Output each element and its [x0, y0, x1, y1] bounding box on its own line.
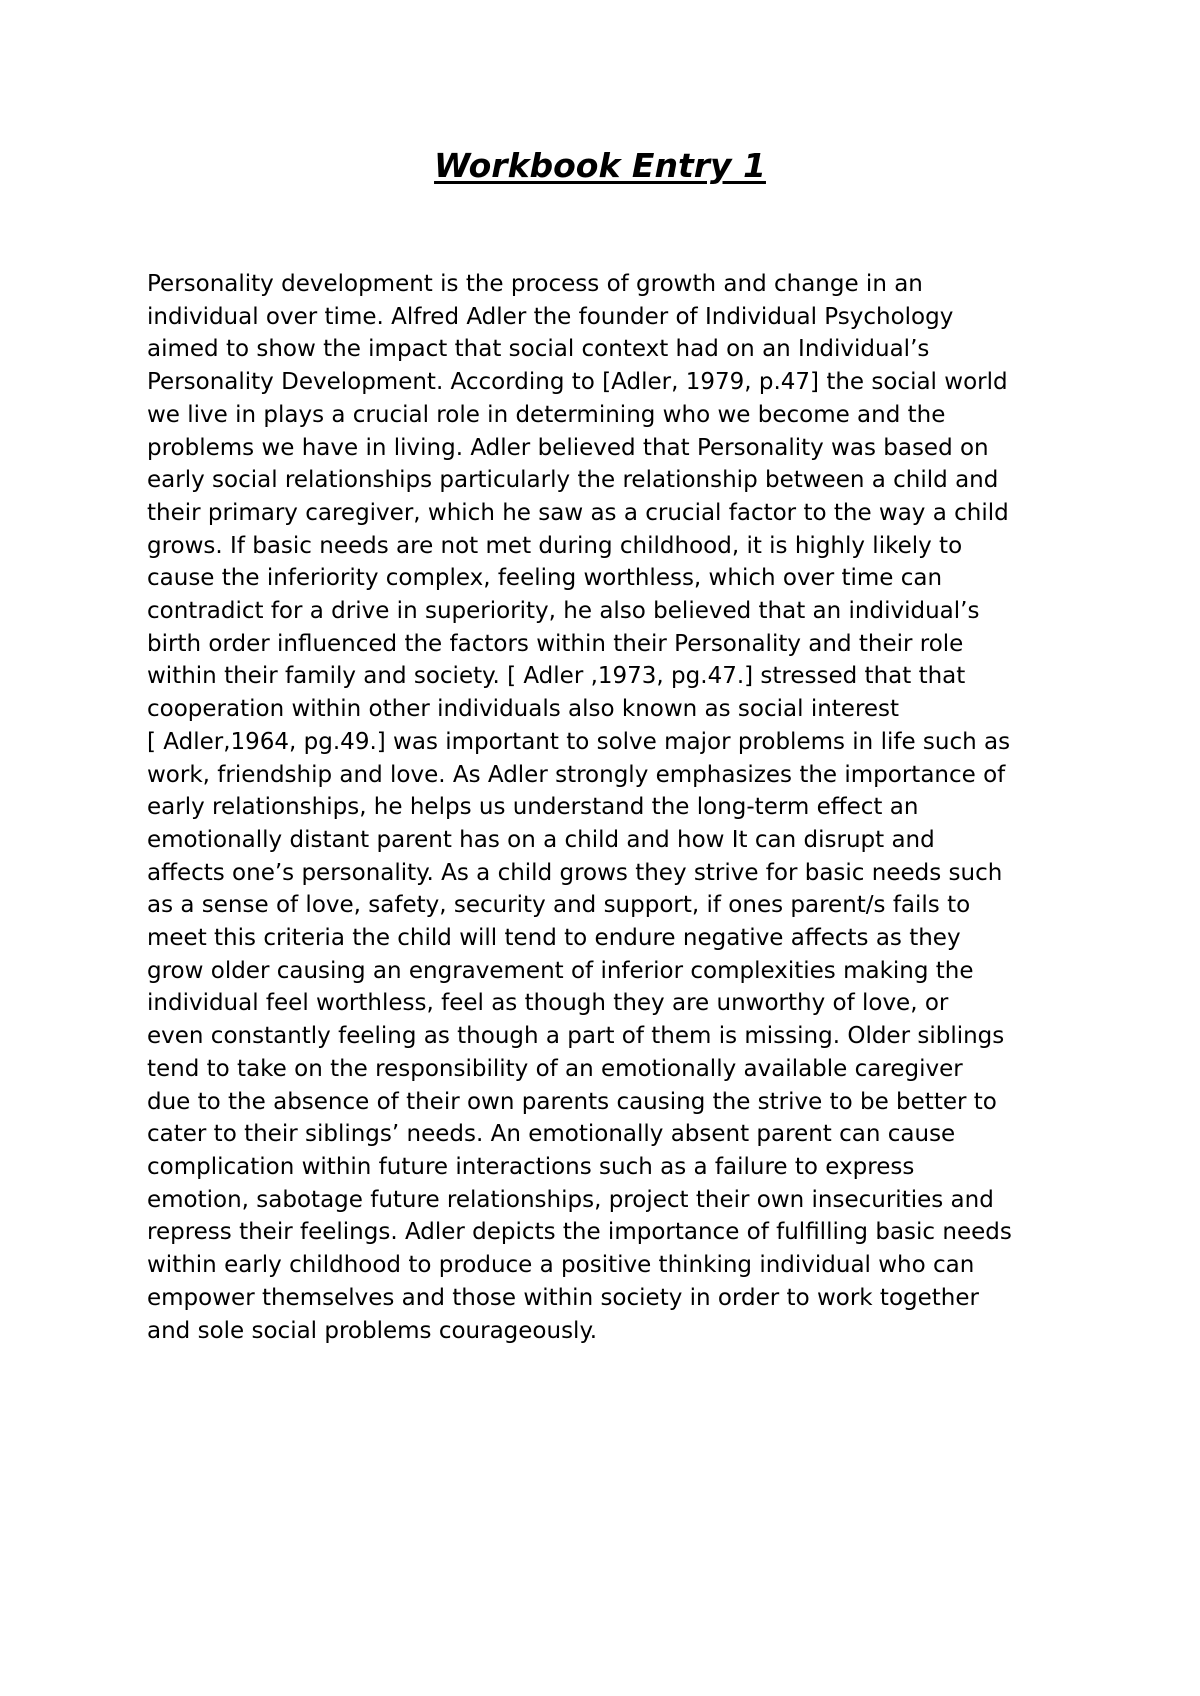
paragraph-line: we live in plays a crucial role in determining who we become and the	[147, 401, 946, 428]
paragraph-line: individual over time. Alfred Adler the founder of Individual Psychology	[147, 303, 954, 330]
paragraph-line: repress their feelings. Adler depicts the importance of fulfilling basic needs	[147, 1219, 1012, 1246]
paragraph-line: and sole social problems courageously.	[147, 1317, 598, 1344]
body-paragraph	[147, 268, 1157, 1347]
paragraph-line: early social relationships particularly the relationship between a child and	[147, 467, 999, 494]
paragraph-line: complication within future interactions such as a failure to express	[147, 1153, 915, 1180]
paragraph-line: early relationships, he helps us understand the long-term effect an	[147, 794, 919, 821]
paragraph-line: problems we have in living. Adler believed that Personality was based on	[147, 434, 989, 461]
paragraph-line: meet this criteria the child will tend to endure negative affects as they	[147, 925, 961, 952]
document-title: Workbook Entry 1	[434, 146, 766, 185]
paragraph-line: Personality Development. According to [Adler, 1979, p.47] the social world	[147, 369, 1008, 396]
paragraph-line: individual feel worthless, feel as though they are unworthy of love, or	[147, 990, 949, 1017]
paragraph-line: [ Adler,1964, pg.49.] was important to solve major problems in life such as	[147, 728, 1011, 755]
paragraph-line: even constantly feeling as though a part of them is missing. Older siblings	[147, 1023, 1005, 1050]
paragraph-line: emotion, sabotage future relationships, project their own insecurities and	[147, 1186, 994, 1213]
paragraph-line: emotionally distant parent has on a child and how It can disrupt and	[147, 826, 935, 853]
paragraph-line: cause the inferiority complex, feeling worthless, which over time can	[147, 565, 943, 592]
paragraph-line: contradict for a drive in superiority, he also believed that an individual’s	[147, 598, 980, 625]
paragraph-line: their primary caregiver, which he saw as a crucial factor to the way a child	[147, 499, 1009, 526]
paragraph-line: affects one’s personality. As a child grows they strive for basic needs such	[147, 859, 1003, 886]
paragraph-line: within early childhood to produce a positive thinking individual who can	[147, 1252, 975, 1279]
paragraph-line: grows. If basic needs are not met during childhood, it is highly likely to	[147, 532, 963, 559]
paragraph-line: grow older causing an engravement of inferior complexities making the	[147, 957, 974, 984]
paragraph-line: due to the absence of their own parents causing the strive to be better to	[147, 1088, 997, 1115]
paragraph-line: Personality development is the process of growth and change in an	[147, 271, 923, 297]
paragraph-line: empower themselves and those within society in order to work together	[147, 1284, 979, 1311]
paragraph-line: birth order influenced the factors within their Personality and their role	[147, 630, 964, 657]
paragraph-line: cater to their siblings’ needs. An emotionally absent parent can cause	[147, 1121, 956, 1148]
paragraph-line: work, friendship and love. As Adler strongly emphasizes the importance of	[147, 761, 1006, 788]
paragraph-line: as a sense of love, safety, security and support, if ones parent/s fails to	[147, 892, 971, 919]
paragraph-line: cooperation within other individuals also known as social interest	[147, 696, 900, 723]
paragraph-line: within their family and society. [ Adler ,1973, pg.47.] stressed that that	[147, 663, 966, 690]
paragraph-line: aimed to show the impact that social context had on an Individual’s	[147, 336, 930, 363]
paragraph-line: tend to take on the responsibility of an emotionally available caregiver	[147, 1055, 963, 1082]
